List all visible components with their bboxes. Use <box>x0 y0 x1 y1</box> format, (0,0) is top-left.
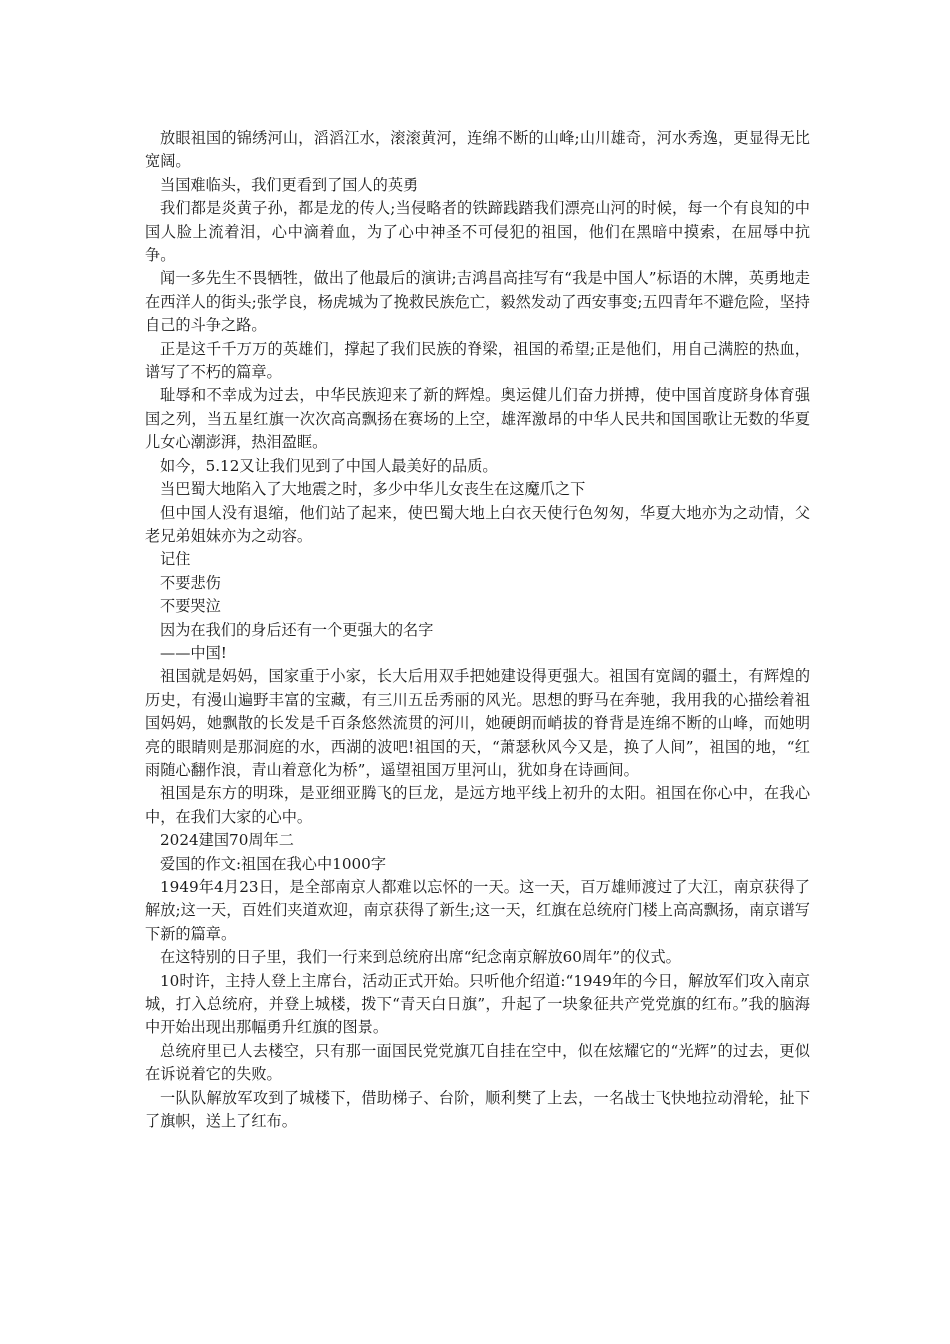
paragraph: 一队队解放军攻到了城楼下，借助梯子、台阶，顺利樊了上去，一名战士飞快地拉动滑轮，扯下了旗帜，送上了红布。 <box>145 1088 810 1131</box>
paragraph: 1949年4月23日，是全部南京人都难以忘怀的一天。这一天，百万雄师渡过了大江，南京获得了解放;这一天，百姓们夹道欢迎，南京获得了新生;这一天，红旗在总统府门楼上高高飘扬，南京谱写下新的篇章。 <box>145 878 810 943</box>
paragraph: 祖国是东方的明珠，是亚细亚腾飞的巨龙，是远方地平线上初升的太阳。祖国在你心中，在我心中，在我们大家的心中。 <box>145 784 810 826</box>
paragraph: 但中国人没有退缩，他们站了起来，使巴蜀大地上白衣天使行色匆匆，华夏大地亦为之动情，父老兄弟姐妹亦为之动容。 <box>145 503 810 545</box>
paragraph: 耻辱和不幸成为过去，中华民族迎来了新的辉煌。奥运健儿们奋力拼搏，使中国首度跻身体育强国之列，当五星红旗一次次高高飘扬在赛场的上空，雄浑激昂的中华人民共和国国歌让无数的华夏儿女心潮澎湃，热泪盈眶。 <box>145 386 810 452</box>
paragraph: 10时许，主持人登上主席台，活动正式开始。只听他介绍道:“1949年的今日，解放军们攻入南京城，打入总统府，并登上城楼，拨下“青天白日旗”，升起了一块象征共产党党旗的红布。”我的脑海中开始出现出那幅勇升红旗的图景。 <box>145 971 810 1037</box>
paragraph: 闻一多先生不畏牺牲，做出了他最后的演讲;吉鸿昌高挂写有“我是中国人”标语的木牌，英勇地走在西洋人的街头;张学良，杨虎城为了挽救民族危亡，毅然发动了西安事变;五四青年不避危险，坚持自己的斗争之路。 <box>145 269 810 335</box>
paragraph: 当巴蜀大地陷入了大地震之时，多少中华儿女丧生在这魔爪之下 <box>160 480 586 499</box>
paragraph: 因为在我们的身后还有一个更强大的名字 <box>160 620 434 639</box>
paragraph: 放眼祖国的锦绣河山，滔滔江水，滚滚黄河，连绵不断的山峰;山川雄奇，河水秀逸，更显得无比宽阔。 <box>145 129 810 171</box>
section-heading: 爱国的作文:祖国在我心中1000字 <box>160 854 387 873</box>
paragraph: 如今，5.12又让我们见到了中国人最美好的品质。 <box>160 456 498 475</box>
paragraph: 正是这千千万万的英雄们，撑起了我们民族的脊梁，祖国的希望;正是他们，用自己满腔的热血，谱写了不朽的篇章。 <box>145 339 810 382</box>
paragraph: 祖国就是妈妈，国家重于小家，长大后用双手把她建设得更强大。祖国有宽阔的疆土，有辉煌的历史，有漫山遍野丰富的宝藏，有三川五岳秀丽的风光。思想的野马在奔驰，我用我的心描绘着祖国妈妈，她飘散的长发是千百条悠然流贯的河川，她硬朗而峭拔的脊背是连绵不断的山峰，而她明亮的眼睛则是那洞庭的水，西湖的波吧!祖国的天，“萧瑟秋风今又是，换了人间”，祖国的地，“红雨随心翻作浪，青山着意化为桥”，遥望祖国万里河山，犹如身在诗画间。 <box>145 667 810 779</box>
paragraph: 总统府里已人去楼空，只有那一面国民党党旗兀自挂在空中，似在炫耀它的“光辉”的过去，更似在诉说着它的失败。 <box>145 1041 810 1084</box>
paragraph: 记住 <box>160 550 191 569</box>
paragraph: 不要悲伤 <box>160 573 221 592</box>
paragraph: 在这特别的日子里，我们一行来到总统府出席“纪念南京解放60周年”的仪式。 <box>160 948 681 967</box>
section-heading: 2024建国70周年二 <box>160 831 294 850</box>
paragraph: 我们都是炎黄子孙，都是龙的传人;当侵略者的铁蹄践踏我们漂亮山河的时候，每一个有良知的中国人脸上流着泪，心中滴着血，为了心中神圣不可侵犯的祖国，他们在黑暗中摸索，在屈辱中抗争。 <box>145 199 810 265</box>
paragraph: 不要哭泣 <box>160 597 221 616</box>
document-body <box>145 127 810 1133</box>
paragraph: 当国难临头，我们更看到了国人的英勇 <box>160 175 419 194</box>
paragraph: ——中国! <box>160 643 227 662</box>
